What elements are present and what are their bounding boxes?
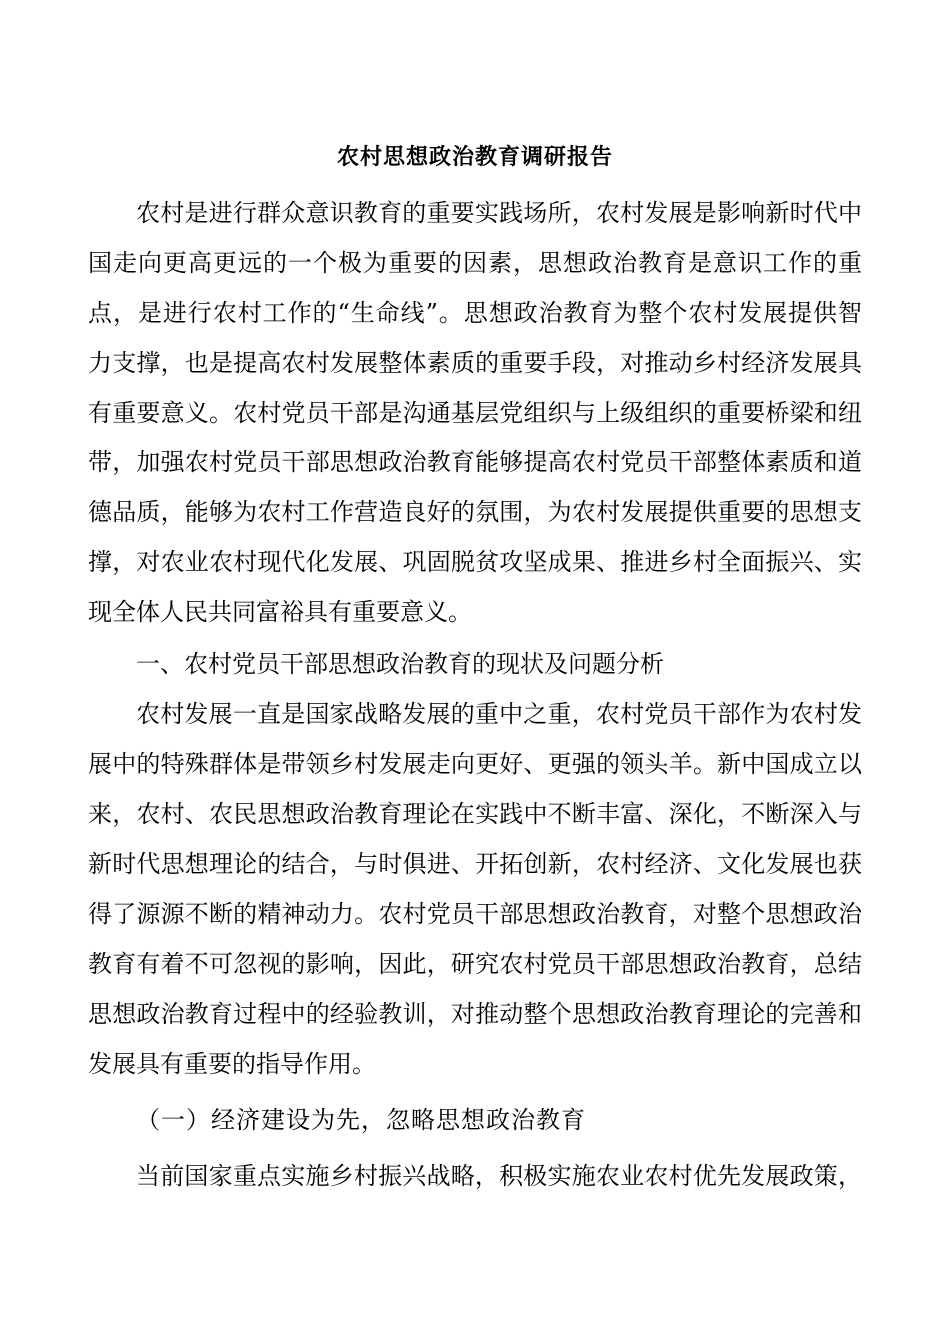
paragraph-1-line-7: 德品质，能够为农村工作营造良好的氛围，为农村发展提供重要的思想支 (88, 498, 862, 526)
paragraph-2-line-1: 农村发展一直是国家战略发展的重中之重，农村党员干部作为农村发 (136, 700, 862, 728)
paragraph-1-line-3: 点，是进行农村工作的“生命线”。思想政治教育为整个农村发展提供智 (88, 299, 862, 327)
paragraph-3-line-1: 当前国家重点实施乡村振兴战略，积极实施农业农村优先发展政策， (136, 1162, 862, 1190)
paragraph-2-line-8: 发展具有重要的指导作用。 (88, 1050, 376, 1078)
document-title: 农村思想政治教育调研报告 (336, 144, 613, 170)
paragraph-1-line-5: 有重要意义。农村党员干部是沟通基层党组织与上级组织的重要桥梁和纽 (88, 399, 862, 427)
section-1-heading: 一、农村党员干部思想政治教育的现状及问题分析 (136, 650, 664, 678)
paragraph-1-line-1: 农村是进行群众意识教育的重要实践场所，农村发展是影响新时代中 (136, 199, 862, 227)
paragraph-2-line-2: 展中的特殊群体是带领乡村发展走向更好、更强的领头羊。新中国成立以 (88, 750, 862, 778)
paragraph-2-line-5: 得了源源不断的精神动力。农村党员干部思想政治教育，对整个思想政治 (88, 900, 862, 928)
paragraph-1-line-6: 带，加强农村党员干部思想政治教育能够提高农村党员干部整体素质和道 (88, 448, 862, 476)
paragraph-2-line-3: 来，农村、农民思想政治教育理论在实践中不断丰富、深化，不断深入与 (88, 800, 862, 828)
subsection-1-heading: （一）经济建设为先，忽略思想政治教育 (136, 1106, 586, 1134)
paragraph-2-line-7: 思想政治教育过程中的经验教训，对推动整个思想政治教育理论的完善和 (88, 1000, 862, 1028)
paragraph-1-line-4: 力支撑，也是提高农村发展整体素质的重要手段，对推动乡村经济发展具 (88, 349, 862, 377)
paragraph-1-line-8: 撑，对农业农村现代化发展、巩固脱贫攻坚成果、推进乡村全面振兴、实 (88, 548, 862, 576)
paragraph-1-line-9: 现全体人民共同富裕具有重要意义。 (88, 598, 472, 626)
paragraph-1-line-2: 国走向更高更远的一个极为重要的因素，思想政治教育是意识工作的重 (88, 249, 862, 277)
paragraph-2-line-4: 新时代思想理论的结合，与时俱进、开拓创新，农村经济、文化发展也获 (88, 850, 862, 878)
paragraph-2-line-6: 教育有着不可忽视的影响，因此，研究农村党员干部思想政治教育，总结 (88, 950, 862, 978)
